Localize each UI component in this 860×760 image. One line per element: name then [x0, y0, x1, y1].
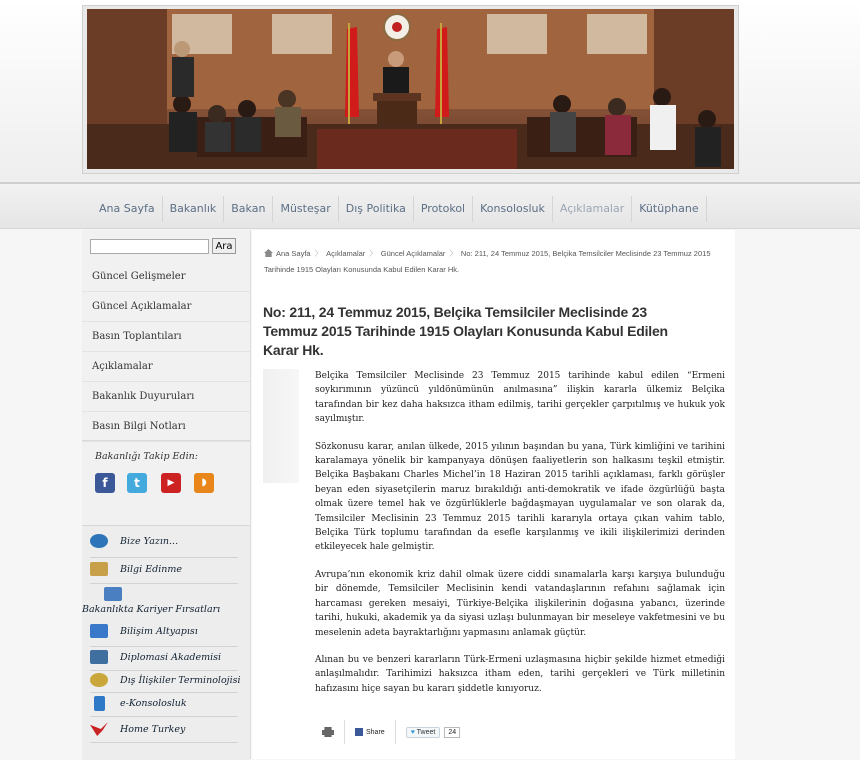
bird-icon	[90, 722, 108, 736]
print-button[interactable]	[312, 720, 345, 744]
facebook-share-button[interactable]	[345, 720, 396, 744]
sidebar	[82, 230, 251, 759]
breadcrumb-guncel-aciklamalar[interactable]: Güncel Açıklamalar	[380, 249, 446, 258]
sidebar-menu	[82, 262, 250, 442]
facebook-share-label: Share	[366, 728, 385, 736]
article-paragraph: Belçika Temsilciler Meclisinde 23 Temmuz 2015 tarihinde kabul edilen “Ermeni soykırımının yüzüncü yıldönümünün anılmasına” ilişkin kararla ülkemiz Belçika tarafından bir kez daha haksızca itham edilmiş, tarihi gerçekler çarpıtılmış ve hukuk yok sayılmıştır.	[315, 371, 725, 425]
search-input[interactable]	[90, 239, 209, 254]
article-paragraph: Sözkonusu karar, anılan ülkede, 2015 yılının başından bu yana, Türk kimliğini ve tarihini karalamaya yönelik bir kampanyaya dönüşen faaliyetlerin son halkasını teşkil etmiştir. Belçika Başbakanı Charles Michel’in 18 Haziran 2015 tarihli açıklaması, farklı görüşler beyan eden siyasetçilerin maruz bırakıldığı anti-demokratik ve ifade özgürlüğü başta olmak üzere temel hak ve özgürlüklerle bağdaşmayan uygulamalar ve son olarak da, Temsilciler Meclisinin 23 Temmuz 2015 tarihli kararıyla ortaya çıkan vahim tablo, Belçika Türk toplumu tarafından da esefle karşılanmış ve ikili ilişkilerimizi derinden etkileyecek hale gelmiştir.	[315, 441, 725, 553]
sidebar-item-guncel-aciklamalar[interactable]: Güncel Açıklamalar	[82, 292, 250, 322]
breadcrumb	[264, 246, 714, 278]
press-conference-image	[87, 9, 734, 169]
divider	[90, 742, 238, 743]
main-navigation	[0, 184, 860, 229]
sidebar-item-basin-toplantilari[interactable]: Basın Toplantıları	[82, 322, 250, 352]
nav-item-aciklamalar[interactable]: Açıklamalar	[553, 196, 632, 222]
divider	[90, 557, 238, 558]
twitter-bird-icon: ♥	[410, 728, 415, 736]
sidebar-item-guncel-gelismeler[interactable]: Güncel Gelişmeler	[82, 262, 250, 292]
link-kariyer[interactable]: Bakanlıkta Kariyer Fırsatları	[90, 587, 250, 617]
sidebar-item-basin-bilgi-notlari[interactable]: Basın Bilgi Notları	[82, 412, 250, 442]
nav-items	[92, 196, 707, 222]
facebook-icon[interactable]: f	[95, 473, 115, 493]
article-paragraph: Alınan bu ve benzeri kararların Türk-Ermeni uzlaşmasına hiçbir şekilde hizmet etmediği anlaşılmalıdır. Tarihimizi haksızca itham eden, tarihi gerçekleri ve Türk milletinin hafızasını hiçe sayan bu kararı şiddetle kınıyoruz.	[315, 654, 725, 694]
breadcrumb-separator-icon: 〉	[369, 249, 377, 258]
divider	[90, 716, 238, 717]
tweet-label: Tweet	[416, 728, 436, 736]
folder-icon	[104, 587, 122, 601]
nav-item-bakanlik[interactable]: Bakanlık	[163, 196, 225, 222]
rss-icon[interactable]: ◗	[194, 473, 214, 493]
computer-icon	[90, 624, 108, 638]
breadcrumb-home[interactable]: Ana Sayfa	[276, 249, 311, 258]
breadcrumb-separator-icon: 〉	[314, 249, 323, 258]
follow-label: Bakanlığı Takip Edin:	[95, 451, 198, 462]
twitter-share-group	[396, 720, 470, 744]
sidebar-links: Bize Yazın... Bilgi Edinme Bakanlıkta Kariyer Fırsatları Bilişim Altyapısı Diplomasi Akademisi Dış İlişkiler Terminolojisi e-Konsolosluk Home Turkey	[82, 525, 250, 760]
article-paragraph: Avrupa’nın ekonomik kriz dahil olmak üzere ciddi sınamalarla karşı karşıya bulunduğu bir dönemde, Temsilciler Meclisinin kendi vatandaşlarının refahını sağlamak için harcaması gereken mesaiyi, Türkiye-Belçika ilişkilerinin doğasına yabancı, üzerinde tarihi, hukuki, akademik ya da siyasi uzlaşı bulunmayan bir meseleye vakfetmesini ve bu meselenin adeta bayraktarlığını yapmasını anlamak güçtür.	[315, 569, 725, 638]
disc-icon	[90, 673, 108, 687]
divider	[90, 692, 238, 693]
youtube-icon[interactable]: ▶	[161, 473, 181, 493]
tweet-button[interactable]	[406, 727, 441, 738]
facebook-icon	[355, 728, 363, 736]
nav-item-dis-politika[interactable]: Dış Politika	[339, 196, 414, 222]
search-button[interactable]: Ara	[212, 238, 236, 254]
twitter-icon[interactable]: t	[127, 473, 147, 493]
divider	[90, 583, 238, 584]
decorative-watermark	[263, 369, 299, 483]
main-content	[252, 230, 735, 759]
breadcrumb-separator-icon: 〉	[449, 249, 457, 258]
banner-photo	[87, 9, 734, 169]
sidebar-item-aciklamalar[interactable]: Açıklamalar	[82, 352, 250, 382]
chat-icon	[90, 534, 108, 548]
divider	[90, 646, 238, 647]
nav-item-protokol[interactable]: Protokol	[414, 196, 473, 222]
breadcrumb-aciklamalar[interactable]: Açıklamalar	[326, 249, 366, 258]
phone-icon	[94, 696, 105, 711]
nav-item-konsolosluk[interactable]: Konsolosluk	[473, 196, 553, 222]
info-icon	[90, 562, 108, 576]
nav-item-bakan[interactable]: Bakan	[224, 196, 273, 222]
breadcrumb-current: No: 211, 24 Temmuz 2015, Belçika Temsilciler Meclisinde 23 Temmuz 2015 Tarihinde 1915 Olayları Konusunda Kabul Edilen Karar Hk.	[264, 249, 711, 274]
home-icon	[264, 249, 273, 257]
nav-item-mustesar[interactable]: Müsteşar	[273, 196, 338, 222]
share-count: 24	[444, 727, 460, 738]
divider	[90, 670, 238, 671]
header-banner	[82, 5, 739, 174]
article-body	[315, 369, 725, 709]
book-icon	[90, 650, 108, 664]
share-bar	[312, 720, 470, 744]
printer-icon	[322, 727, 334, 737]
sidebar-item-bakanlik-duyurulari[interactable]: Bakanlık Duyuruları	[82, 382, 250, 412]
divider	[82, 440, 250, 441]
nav-item-kutuphane[interactable]: Kütüphane	[632, 196, 706, 222]
nav-item-ana-sayfa[interactable]: Ana Sayfa	[92, 196, 163, 222]
page-title: No: 211, 24 Temmuz 2015, Belçika Temsilciler Meclisinde 23 Temmuz 2015 Tarihinde 1915 Olayları Konusunda Kabul Edilen Karar Hk.	[263, 304, 668, 359]
